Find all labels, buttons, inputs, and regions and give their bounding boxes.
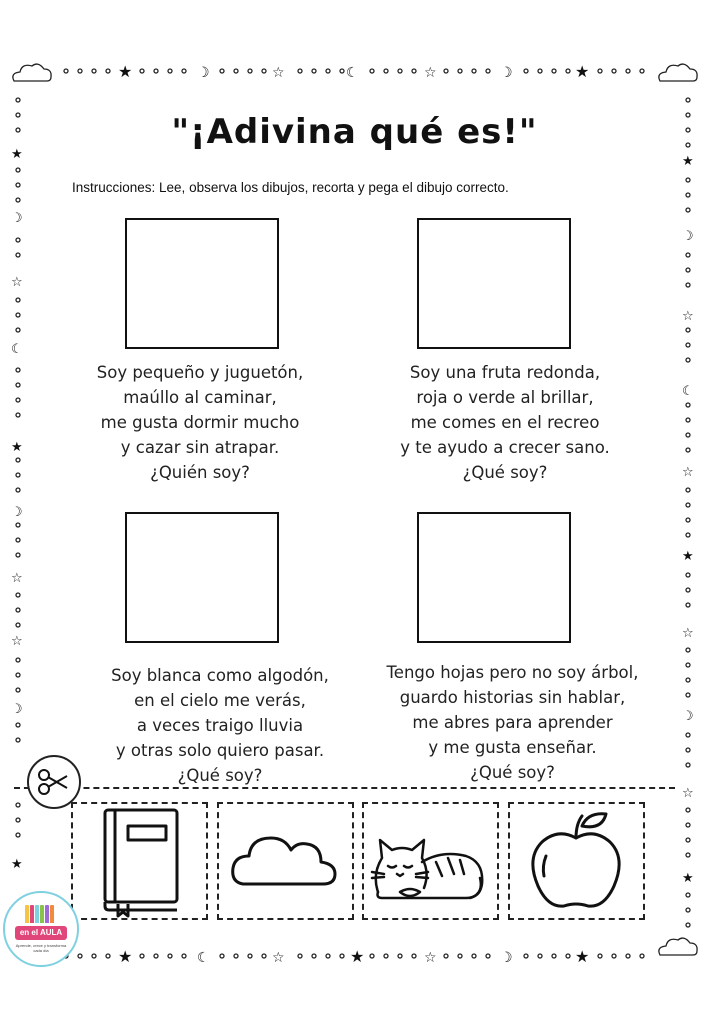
svg-text:☽: ☽	[11, 702, 23, 717]
brand-logo	[3, 891, 79, 967]
riddle-question: ¿Qué soy?	[177, 766, 263, 785]
svg-text:★: ★	[11, 857, 23, 872]
cutout-card-apple[interactable]	[508, 802, 645, 920]
svg-text:☽: ☽	[500, 65, 513, 81]
pencils-icon	[25, 905, 59, 925]
riddle-line: y otras solo quiero pasar.	[115, 741, 325, 760]
svg-text:☆: ☆	[424, 950, 437, 966]
riddle-line: Soy blanca como algodón,	[111, 666, 329, 685]
answer-box-1[interactable]	[125, 218, 279, 349]
riddle-line: y te ayudo a crecer sano.	[400, 438, 610, 457]
svg-text:★: ★	[575, 947, 590, 966]
riddle-question: ¿Quién soy?	[150, 463, 250, 482]
svg-text:☽: ☽	[682, 229, 694, 244]
svg-text:★: ★	[118, 62, 133, 81]
logo-band-text: en el AULA	[15, 926, 67, 940]
cloud-icon	[13, 64, 51, 81]
cloud-icon	[659, 64, 697, 81]
riddle-line: Tengo hojas pero no soy árbol,	[386, 663, 639, 682]
svg-text:☆: ☆	[682, 786, 694, 801]
svg-text:★: ★	[11, 440, 23, 455]
svg-text:★: ★	[11, 147, 23, 162]
riddle-2	[360, 360, 650, 485]
svg-text:★: ★	[682, 154, 694, 169]
svg-text:☾: ☾	[682, 384, 694, 399]
svg-text:☆: ☆	[682, 626, 694, 641]
riddle-question: ¿Qué soy?	[462, 463, 548, 482]
svg-text:★: ★	[682, 871, 694, 886]
svg-text:★: ★	[682, 549, 694, 564]
svg-text:★: ★	[118, 947, 133, 966]
book-icon	[73, 804, 206, 918]
svg-text:☆: ☆	[424, 65, 437, 81]
riddle-question: ¿Qué soy?	[470, 763, 555, 782]
riddle-line: y cazar sin atrapar.	[120, 438, 280, 457]
riddle-1	[60, 360, 340, 485]
svg-text:☽: ☽	[11, 505, 23, 520]
svg-text:☽: ☽	[500, 950, 513, 966]
svg-text:☆: ☆	[272, 950, 285, 966]
cutout-card-cloud[interactable]	[217, 802, 354, 920]
riddle-line: guardo historias sin hablar,	[399, 688, 626, 707]
svg-text:☆: ☆	[11, 634, 23, 649]
svg-text:★: ★	[575, 62, 590, 81]
logo-tagline: Aprende, crece y transforma cada día	[15, 943, 67, 953]
sleeping-cat-icon	[364, 804, 497, 918]
svg-text:☆: ☆	[682, 309, 694, 324]
svg-text:☆: ☆	[11, 275, 23, 290]
scissors-icon	[29, 757, 79, 807]
svg-text:☽: ☽	[682, 709, 694, 724]
riddle-line: me abres para aprender	[412, 713, 613, 732]
answer-box-4[interactable]	[417, 512, 571, 643]
riddle-3	[75, 663, 365, 788]
scissors-badge	[27, 755, 81, 809]
cloud-icon	[659, 938, 697, 955]
worksheet-title: "¡Adivina qué es!"	[171, 112, 538, 152]
svg-text:☆: ☆	[272, 65, 285, 81]
riddle-line: maúllo al caminar,	[123, 388, 277, 407]
apple-icon	[510, 804, 643, 918]
svg-text:☾: ☾	[11, 342, 23, 357]
svg-text:★: ★	[350, 947, 365, 966]
riddle-line: me comes en el recreo	[410, 413, 600, 432]
riddle-line: a veces traigo lluvia	[136, 716, 304, 735]
riddle-line: Soy una fruta redonda,	[409, 363, 601, 382]
cutout-card-book[interactable]	[71, 802, 208, 920]
svg-text:☾: ☾	[197, 950, 210, 966]
svg-text:☆: ☆	[682, 465, 694, 480]
riddle-line: Soy pequeño y juguetón,	[96, 363, 304, 382]
svg-text:☽: ☽	[11, 211, 23, 226]
riddle-line: me gusta dormir mucho	[100, 413, 300, 432]
riddle-line: y me gusta enseñar.	[428, 738, 597, 757]
svg-text:☆: ☆	[11, 571, 23, 586]
svg-text:☽: ☽	[197, 65, 210, 81]
answer-box-3[interactable]	[125, 512, 279, 643]
riddle-line: en el cielo me verás,	[134, 691, 306, 710]
svg-text:☾: ☾	[346, 65, 359, 81]
cut-line	[14, 787, 675, 789]
answer-box-2[interactable]	[417, 218, 571, 349]
cloud-icon	[219, 804, 352, 918]
cutout-card-cat[interactable]	[362, 802, 499, 920]
riddle-4	[350, 660, 675, 785]
instructions-text: Instrucciones: Lee, observa los dibujos, recorta y pega el dibujo correcto.	[72, 180, 509, 195]
riddle-line: roja o verde al brillar,	[416, 388, 594, 407]
